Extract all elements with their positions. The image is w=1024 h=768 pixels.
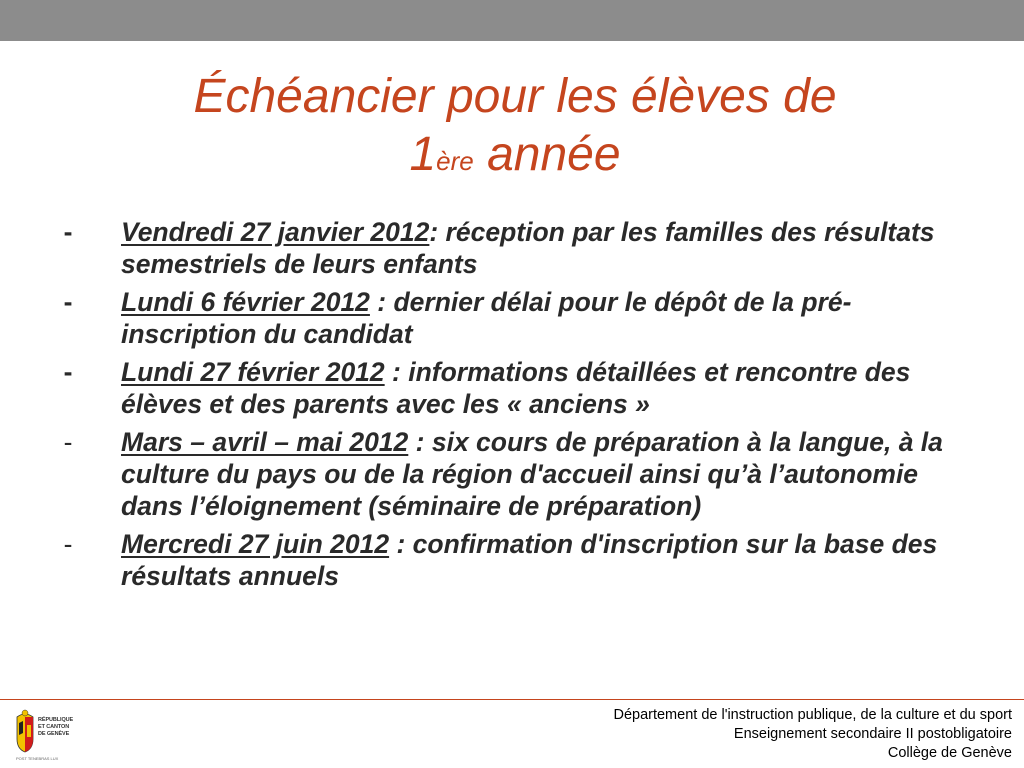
footer-college: Collège de Genève <box>887 745 1012 761</box>
item-text: : dernier délai pour le dépôt de la pré-inscription du candidat <box>121 287 852 349</box>
logo-line1: RÉPUBLIQUE <box>38 717 74 723</box>
item-text: : confirmation d'inscription sur la base des résultats annuels <box>121 529 938 591</box>
footer-rule <box>0 699 1024 700</box>
item-date: Mercredi 27 juin 2012 <box>121 529 390 559</box>
item-text: : six cours de préparation à la langue, à la culture du pays ou de la région d'accueil ainsi qu’à l’autonomie dans l’éloignement (séminaire de préparation) <box>121 427 943 521</box>
logo-motto: POST TENEBRAS LUX <box>16 756 59 761</box>
footer-service: Enseignement secondaire II postobligatoire <box>733 726 1012 742</box>
bullet: - <box>63 427 73 457</box>
list-item <box>58 286 978 350</box>
footer-department: Département de l'instruction publique, de la culture et du sport <box>613 707 1012 723</box>
item-text: : réception par les familles des résultats semestriels de leurs enfants <box>121 217 935 279</box>
item-date: Vendredi 27 janvier 2012 <box>121 217 430 247</box>
title-rest: année <box>473 128 621 181</box>
list-item <box>58 528 978 592</box>
top-bar <box>0 0 1024 41</box>
footer-info <box>613 706 1012 763</box>
title-superscript: ère <box>436 146 474 176</box>
geneva-coat-of-arms-icon <box>14 709 36 753</box>
item-date: Lundi 27 février 2012 <box>121 357 385 387</box>
list-item <box>58 426 978 522</box>
item-date: Lundi 6 février 2012 <box>121 287 370 317</box>
title-main: Échéancier pour les élèves de <box>193 70 837 123</box>
item-date: Mars – avril – mai 2012 <box>121 427 409 457</box>
bullet: - <box>63 529 73 559</box>
logo-line2: ET CANTON <box>38 724 70 730</box>
title-number: 1 <box>409 128 437 181</box>
bullet: - <box>63 217 73 247</box>
schedule-list <box>58 216 978 598</box>
item-text: : informations détaillées et rencontre des élèves et des parents avec les « anciens » <box>121 357 911 419</box>
list-item <box>58 216 978 280</box>
slide-title <box>40 68 990 184</box>
bullet: - <box>63 357 73 387</box>
bullet: - <box>63 287 73 317</box>
geneva-logo <box>14 707 80 763</box>
logo-line3: DE GENÈVE <box>38 731 70 737</box>
list-item <box>58 356 978 420</box>
